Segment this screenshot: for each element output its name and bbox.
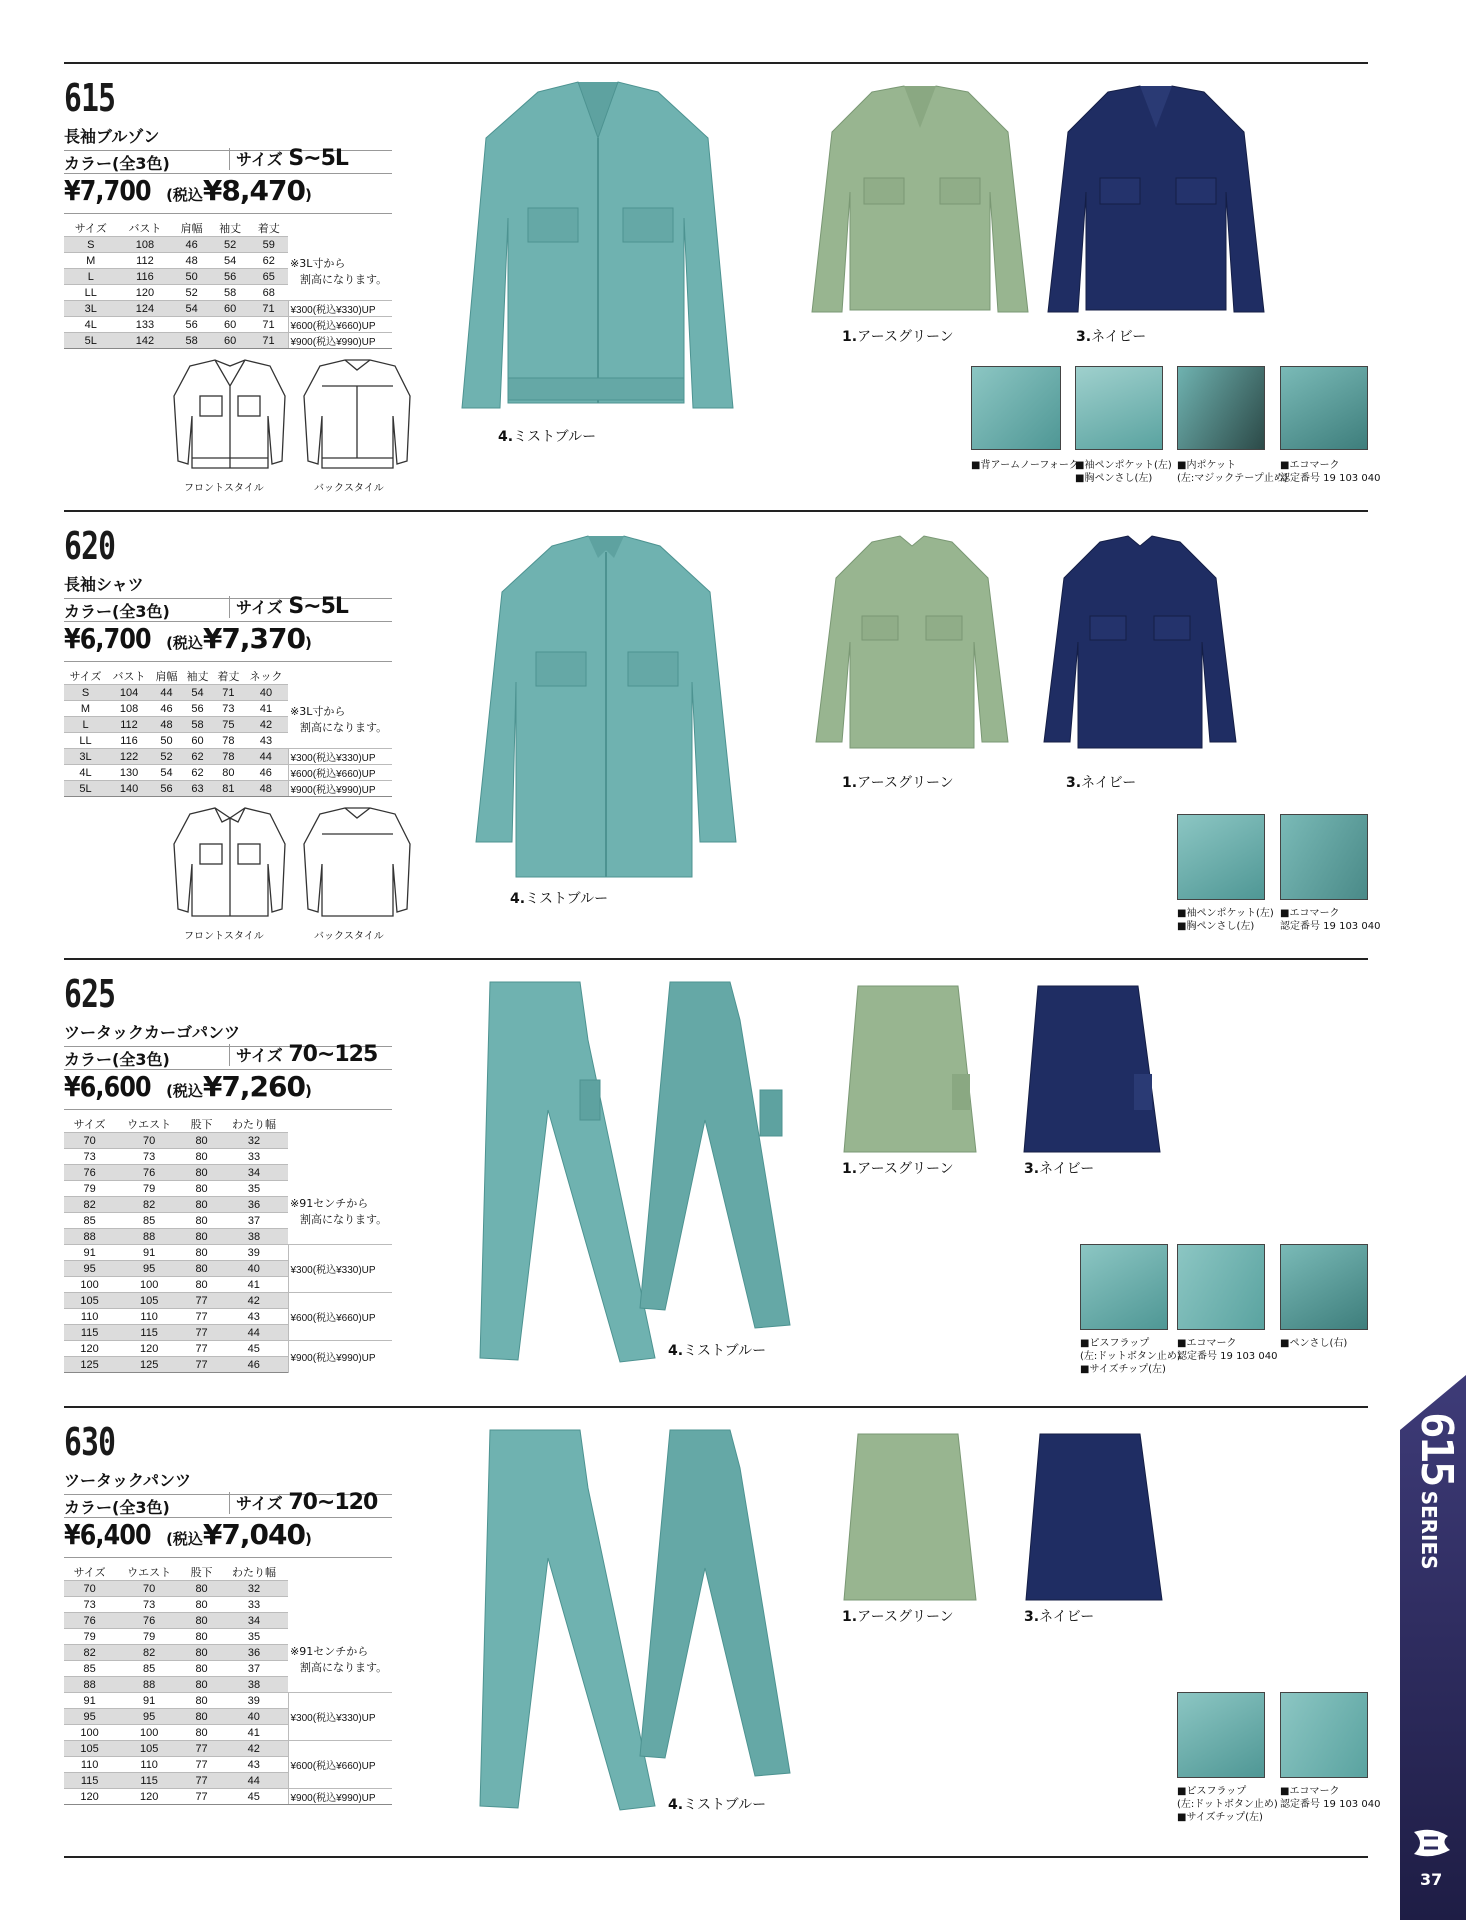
- pants-navy-image: [1024, 1432, 1164, 1602]
- detail-image: [1280, 1692, 1368, 1778]
- tax-label: (税込: [166, 186, 203, 204]
- product-number: 630: [64, 1420, 116, 1464]
- jacket-mist-blue-image: [448, 78, 748, 418]
- detail-caption: ■袖ペンポケット(左) ■胸ペンさし(左): [1075, 460, 1172, 484]
- color-label-mist-blue: 4.ミストブルー: [510, 891, 609, 907]
- detail-image: [1177, 1244, 1265, 1330]
- product-number: 625: [64, 972, 116, 1016]
- shirt-mist-blue-image: [456, 532, 756, 882]
- color-size-row: [64, 146, 392, 174]
- color-label-navy: 3.ネイビー: [1024, 1161, 1095, 1177]
- size-range: S~5L: [288, 146, 348, 171]
- pants-mist-blue-image: [470, 1428, 800, 1828]
- detail-caption: ■エコマーク 認定番号 19 103 040: [1280, 908, 1381, 932]
- detail-image: [1080, 1244, 1168, 1330]
- size-note: ※3L寸から 割高になります。: [290, 705, 388, 734]
- color-label-navy: 3.ネイビー: [1076, 329, 1147, 345]
- back-style-label: バックスタイル: [314, 931, 384, 942]
- cargo-pants-navy-image: [1022, 984, 1162, 1154]
- price: ¥7,700: [64, 174, 151, 207]
- color-label-navy: 3.ネイビー: [1066, 775, 1137, 791]
- detail-caption: ■ピスフラップ (左:ドットボタン止め) ■サイズチップ(左): [1177, 1786, 1278, 1823]
- detail-image: [1177, 366, 1265, 450]
- color-label-mist-blue: 4.ミストブルー: [668, 1797, 767, 1813]
- flat-sketch-jacket: [160, 356, 420, 476]
- cargo-pants-earth-green-image: [842, 984, 982, 1154]
- color-size-row: カラー(全3色) サイズ S~5L: [64, 594, 392, 622]
- size-table: サイズ ウエスト 股下 わたり幅 70 70 80 32 73 73 80 33 76 76 80 34 79 79 80 35 82 82 80 36 85 85 80 37 88 88 80 38 91 91 80 39 ¥300(税込¥330)UP 95 95 80 40 100 100 80 41 105 105 77 42 ¥600(税込¥660)UP 110 110 77 43 115 115 77 44 120 120 77 45 ¥900(税込¥990)UP: [64, 1564, 392, 1805]
- detail-image: [971, 366, 1061, 450]
- detail-caption: ■ピスフラップ (左:ドットボタン止め) ■サイズチップ(左): [1080, 1338, 1181, 1375]
- front-style-label: フロントスタイル: [184, 483, 264, 494]
- product-name: 長袖シャツ: [64, 572, 392, 599]
- detail-image: [1280, 366, 1368, 450]
- product-name: ツータックカーゴパンツ: [64, 1020, 392, 1047]
- flat-sketch-shirt: [160, 804, 420, 924]
- size-table: サイズ バスト 肩幅 袖丈 着丈 S 108 46 52 59 M 112 48 54 62 L 116 50 56 65 LL 120 52 58 68 3L 124 54 60 71 ¥300(税込¥330)UP 4L 133 56 60 71 ¥600(税込¥660)UP 5L 142 58 60 71 ¥900(税込¥990)UP: [64, 220, 392, 349]
- detail-caption: ■内ポケット (左:マジックテープ止め): [1177, 460, 1288, 484]
- cargo-pants-mist-blue-image: [470, 980, 800, 1380]
- detail-caption: ■エコマーク 認定番号 19 103 040: [1280, 1786, 1381, 1810]
- detail-image: [1075, 366, 1163, 450]
- size-note: ※91センチから 割高になります。: [290, 1645, 388, 1674]
- detail-image: [1280, 814, 1368, 900]
- size-note: ※3L寸から 割高になります。: [290, 257, 388, 286]
- pants-earth-green-image: [842, 1432, 982, 1602]
- detail-caption: ■ペンさし(右): [1280, 1338, 1348, 1349]
- size-label: サイズ: [236, 150, 283, 169]
- detail-caption: ■背アームノーフォーク: [971, 460, 1079, 471]
- color-label: カラー(全3色): [64, 154, 170, 173]
- tax-price: ¥8,470: [202, 174, 305, 207]
- color-size-row: カラー(全3色) サイズ 70~120: [64, 1490, 392, 1518]
- shirt-navy-image: [1030, 532, 1250, 752]
- price-row: ¥6,600 (税込¥7,260): [64, 1070, 392, 1110]
- detail-caption: ■袖ペンポケット(左) ■胸ペンさし(左): [1177, 908, 1274, 932]
- color-label-mist-blue: 4.ミストブルー: [668, 1343, 767, 1359]
- size-table: サイズ ウエスト 股下 わたり幅 70 70 80 32 73 73 80 33 76 76 80 34 79 79 80 35 82 82 80 36 85 85 80 37 88 88 80 38 91 91 80 39 ¥300(税込¥330)UP 95 95 80 40 100 100 80 41 105 105 77 42 ¥600(税込¥660)UP 110 110 77 43 115 115 77 44 120 120 77 45 ¥900(税込¥990)UP 125 125 77 46: [64, 1116, 392, 1373]
- product-number: 620: [64, 524, 116, 568]
- product-name: ツータックパンツ: [64, 1468, 392, 1495]
- color-label-earth-green: 1.アースグリーン: [842, 1609, 954, 1625]
- color-label-earth-green: 1.アースグリーン: [842, 775, 954, 791]
- detail-image: [1177, 814, 1265, 900]
- price-row: ¥7,700 (税込¥8,470): [64, 174, 392, 214]
- shirt-earth-green-image: [802, 532, 1022, 752]
- size-note: ※91センチから 割高になります。: [290, 1197, 388, 1226]
- product-name: 長袖ブルゾン: [64, 124, 392, 151]
- detail-image: [1177, 1692, 1265, 1778]
- jacket-earth-green-image: [800, 82, 1040, 322]
- price-row: ¥6,700 (税込¥7,370): [64, 622, 392, 662]
- detail-image: [1280, 1244, 1368, 1330]
- jacket-navy-image: [1036, 82, 1276, 322]
- color-label-earth-green: 1.アースグリーン: [842, 329, 954, 345]
- detail-caption: ■エコマーク 認定番号 19 103 040: [1280, 460, 1381, 484]
- color-label-earth-green: 1.アースグリーン: [842, 1161, 954, 1177]
- page-number: 37: [1420, 1870, 1443, 1889]
- burtle-logo-icon: [1410, 1828, 1454, 1858]
- back-style-label: バックスタイル: [314, 483, 384, 494]
- front-style-label: フロントスタイル: [184, 931, 264, 942]
- price-row: ¥6,400 (税込¥7,040): [64, 1518, 392, 1558]
- product-number: 615: [64, 76, 116, 120]
- color-size-row: カラー(全3色) サイズ 70~125: [64, 1042, 392, 1070]
- series-label: 615 SERIES: [1411, 1412, 1462, 1570]
- size-table: サイズ バスト 肩幅 袖丈 着丈 ネック S 104 44 54 71 40 M 108 46 56 73 41 L 112 48 58 75 42 LL 116 50 60 78 43 3L 122 52 62 78 44 ¥300(税込¥330)UP 4L 130 54 62 80 46 ¥600(税込¥660)UP 5L 140 56 63 81 48 ¥900(税込¥990)UP: [64, 668, 392, 797]
- color-label-navy: 3.ネイビー: [1024, 1609, 1095, 1625]
- detail-caption: ■エコマーク 認定番号 19 103 040: [1177, 1338, 1278, 1362]
- color-label-mist-blue: 4.ミストブルー: [498, 429, 597, 445]
